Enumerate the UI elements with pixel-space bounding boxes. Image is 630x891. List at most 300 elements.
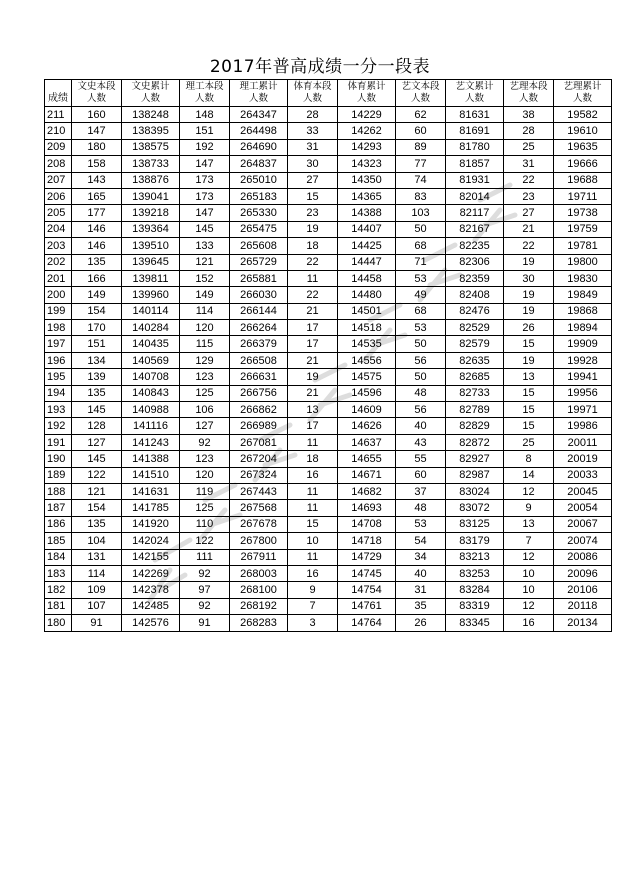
count-cell: 53 (396, 516, 446, 532)
table-row (45, 205, 612, 221)
header-label: 人数 (140, 93, 160, 104)
header-cell (72, 80, 122, 107)
count-cell: 14761 (338, 598, 396, 614)
count-cell: 139960 (122, 287, 180, 303)
score-cell: 199 (45, 303, 72, 319)
count-cell: 60 (396, 467, 446, 483)
count-cell: 15 (504, 402, 554, 418)
count-cell: 16 (288, 467, 338, 483)
score-cell: 195 (45, 369, 72, 385)
table-row (45, 270, 612, 286)
count-cell: 109 (72, 582, 122, 598)
table-row (45, 565, 612, 581)
count-cell: 18 (288, 451, 338, 467)
score-cell: 200 (45, 287, 72, 303)
count-cell: 142485 (122, 598, 180, 614)
count-cell: 266030 (230, 287, 288, 303)
count-cell: 265330 (230, 205, 288, 221)
count-cell: 147 (180, 205, 230, 221)
count-cell: 139510 (122, 238, 180, 254)
count-cell: 81857 (446, 156, 504, 172)
score-cell: 197 (45, 336, 72, 352)
count-cell: 14708 (338, 516, 396, 532)
count-cell: 19 (504, 303, 554, 319)
header-label: 人数 (464, 93, 484, 104)
count-cell: 34 (396, 549, 446, 565)
table-row (45, 500, 612, 516)
header-label: 文史本段 (77, 81, 116, 92)
table-row (45, 172, 612, 188)
header-label: 文史累计 (131, 81, 170, 92)
count-cell: 20086 (554, 549, 612, 565)
table-row (45, 516, 612, 532)
count-cell: 14596 (338, 385, 396, 401)
count-cell: 13 (504, 516, 554, 532)
count-cell: 268003 (230, 565, 288, 581)
score-cell: 201 (45, 270, 72, 286)
count-cell: 145 (180, 221, 230, 237)
count-cell: 266756 (230, 385, 288, 401)
header-cell (288, 80, 338, 107)
count-cell: 265608 (230, 238, 288, 254)
score-cell: 193 (45, 402, 72, 418)
count-cell: 139364 (122, 221, 180, 237)
count-cell: 71 (396, 254, 446, 270)
count-cell: 43 (396, 434, 446, 450)
count-cell: 166 (72, 270, 122, 286)
count-cell: 20033 (554, 467, 612, 483)
count-cell: 14745 (338, 565, 396, 581)
count-cell: 18 (288, 238, 338, 254)
count-cell: 147 (72, 123, 122, 139)
count-cell: 7 (504, 533, 554, 549)
count-cell: 10 (504, 565, 554, 581)
table-row (45, 254, 612, 270)
count-cell: 17 (288, 418, 338, 434)
count-cell: 14388 (338, 205, 396, 221)
count-cell: 19830 (554, 270, 612, 286)
table-row (45, 582, 612, 598)
count-cell: 21 (288, 303, 338, 319)
count-cell: 264837 (230, 156, 288, 172)
count-cell: 14365 (338, 188, 396, 204)
count-cell: 11 (288, 434, 338, 450)
count-cell: 83345 (446, 615, 504, 631)
table-row (45, 156, 612, 172)
count-cell: 82635 (446, 352, 504, 368)
count-cell: 15 (504, 418, 554, 434)
score-cell: 206 (45, 188, 72, 204)
count-cell: 15 (288, 516, 338, 532)
count-cell: 8 (504, 451, 554, 467)
count-cell: 265881 (230, 270, 288, 286)
count-cell: 141631 (122, 483, 180, 499)
count-cell: 154 (72, 500, 122, 516)
count-cell: 140569 (122, 352, 180, 368)
count-cell: 14729 (338, 549, 396, 565)
count-cell: 135 (72, 516, 122, 532)
count-cell: 142269 (122, 565, 180, 581)
count-cell: 53 (396, 270, 446, 286)
count-cell: 15 (288, 188, 338, 204)
count-cell: 19688 (554, 172, 612, 188)
count-cell: 83 (396, 188, 446, 204)
score-cell: 185 (45, 533, 72, 549)
count-cell: 134 (72, 352, 122, 368)
header-label: 人数 (518, 93, 538, 104)
table-body (45, 107, 612, 632)
count-cell: 11 (288, 549, 338, 565)
count-cell: 14447 (338, 254, 396, 270)
count-cell: 91 (180, 615, 230, 631)
count-cell: 140435 (122, 336, 180, 352)
count-cell: 37 (396, 483, 446, 499)
score-cell: 196 (45, 352, 72, 368)
count-cell: 74 (396, 172, 446, 188)
count-cell: 9 (504, 500, 554, 516)
count-cell: 54 (396, 533, 446, 549)
score-table (44, 79, 612, 632)
count-cell: 14637 (338, 434, 396, 450)
score-cell: 202 (45, 254, 72, 270)
count-cell: 20045 (554, 483, 612, 499)
count-cell: 20096 (554, 565, 612, 581)
score-cell: 191 (45, 434, 72, 450)
score-cell: 188 (45, 483, 72, 499)
table-row (45, 467, 612, 483)
count-cell: 17 (288, 336, 338, 352)
count-cell: 21 (288, 352, 338, 368)
count-cell: 60 (396, 123, 446, 139)
table-row (45, 598, 612, 614)
count-cell: 128 (72, 418, 122, 434)
count-cell: 28 (504, 123, 554, 139)
count-cell: 20011 (554, 434, 612, 450)
count-cell: 267911 (230, 549, 288, 565)
count-cell: 125 (180, 385, 230, 401)
count-cell: 267443 (230, 483, 288, 499)
count-cell: 131 (72, 549, 122, 565)
count-cell: 31 (288, 139, 338, 155)
score-cell: 187 (45, 500, 72, 516)
count-cell: 141920 (122, 516, 180, 532)
count-cell: 135 (72, 385, 122, 401)
count-cell: 14458 (338, 270, 396, 286)
count-cell: 83319 (446, 598, 504, 614)
score-cell: 211 (45, 107, 72, 123)
table-row (45, 221, 612, 237)
count-cell: 149 (72, 287, 122, 303)
score-cell: 182 (45, 582, 72, 598)
score-cell: 198 (45, 320, 72, 336)
count-cell: 20067 (554, 516, 612, 532)
count-cell: 146 (72, 238, 122, 254)
count-cell: 138876 (122, 172, 180, 188)
count-cell: 267678 (230, 516, 288, 532)
score-cell: 192 (45, 418, 72, 434)
score-cell: 183 (45, 565, 72, 581)
count-cell: 114 (180, 303, 230, 319)
count-cell: 55 (396, 451, 446, 467)
count-cell: 19738 (554, 205, 612, 221)
score-cell: 189 (45, 467, 72, 483)
count-cell: 139811 (122, 270, 180, 286)
count-cell: 3 (288, 615, 338, 631)
count-cell: 83213 (446, 549, 504, 565)
count-cell: 267568 (230, 500, 288, 516)
count-cell: 30 (288, 156, 338, 172)
count-cell: 19941 (554, 369, 612, 385)
count-cell: 77 (396, 156, 446, 172)
count-cell: 48 (396, 500, 446, 516)
count-cell: 14575 (338, 369, 396, 385)
count-cell: 266508 (230, 352, 288, 368)
count-cell: 30 (504, 270, 554, 286)
count-cell: 19 (288, 221, 338, 237)
header-cell (122, 80, 180, 107)
header-cell (396, 80, 446, 107)
count-cell: 14671 (338, 467, 396, 483)
table-row (45, 369, 612, 385)
count-cell: 111 (180, 549, 230, 565)
count-cell: 141785 (122, 500, 180, 516)
header-label: 理工本段 (185, 81, 224, 92)
count-cell: 14626 (338, 418, 396, 434)
count-cell: 14682 (338, 483, 396, 499)
count-cell: 12 (504, 549, 554, 565)
count-cell: 19956 (554, 385, 612, 401)
count-cell: 13 (288, 402, 338, 418)
table-row (45, 434, 612, 450)
count-cell: 123 (180, 369, 230, 385)
count-cell: 14718 (338, 533, 396, 549)
count-cell: 21 (504, 221, 554, 237)
count-cell: 19711 (554, 188, 612, 204)
header-row (45, 80, 612, 107)
count-cell: 83125 (446, 516, 504, 532)
count-cell: 82685 (446, 369, 504, 385)
count-cell: 25 (504, 139, 554, 155)
count-cell: 12 (504, 483, 554, 499)
count-cell: 106 (180, 402, 230, 418)
count-cell: 268192 (230, 598, 288, 614)
header-label: 体育累计 (347, 81, 386, 92)
count-cell: 154 (72, 303, 122, 319)
count-cell: 266862 (230, 402, 288, 418)
count-cell: 19971 (554, 402, 612, 418)
count-cell: 14425 (338, 238, 396, 254)
header-label: 人数 (356, 93, 376, 104)
count-cell: 26 (504, 320, 554, 336)
count-cell: 15 (504, 336, 554, 352)
count-cell: 40 (396, 418, 446, 434)
table-row (45, 238, 612, 254)
header-cell (504, 80, 554, 107)
count-cell: 127 (180, 418, 230, 434)
count-cell: 121 (72, 483, 122, 499)
count-cell: 15 (504, 385, 554, 401)
count-cell: 264498 (230, 123, 288, 139)
header-cell (446, 80, 504, 107)
header-cell (180, 80, 230, 107)
header-label: 艺理本段 (509, 81, 548, 92)
count-cell: 82829 (446, 418, 504, 434)
count-cell: 81931 (446, 172, 504, 188)
count-cell: 49 (396, 287, 446, 303)
count-cell: 140843 (122, 385, 180, 401)
count-cell: 19635 (554, 139, 612, 155)
header-label: 人数 (410, 93, 430, 104)
count-cell: 50 (396, 369, 446, 385)
count-cell: 141116 (122, 418, 180, 434)
count-cell: 81780 (446, 139, 504, 155)
count-cell: 26 (396, 615, 446, 631)
count-cell: 140114 (122, 303, 180, 319)
header-label: 人数 (194, 93, 214, 104)
header-label: 体育本段 (293, 81, 332, 92)
count-cell: 264347 (230, 107, 288, 123)
count-cell: 14293 (338, 139, 396, 155)
count-cell: 83284 (446, 582, 504, 598)
count-cell: 83024 (446, 483, 504, 499)
count-cell: 40 (396, 565, 446, 581)
count-cell: 148 (180, 107, 230, 123)
count-cell: 12 (504, 598, 554, 614)
table-row (45, 615, 612, 631)
count-cell: 92 (180, 565, 230, 581)
count-cell: 83253 (446, 565, 504, 581)
count-cell: 83072 (446, 500, 504, 516)
count-cell: 48 (396, 385, 446, 401)
count-cell: 103 (396, 205, 446, 221)
count-cell: 147 (180, 156, 230, 172)
count-cell: 11 (288, 500, 338, 516)
count-cell: 92 (180, 598, 230, 614)
count-cell: 82117 (446, 205, 504, 221)
count-cell: 20134 (554, 615, 612, 631)
count-cell: 56 (396, 402, 446, 418)
count-cell: 120 (180, 467, 230, 483)
count-cell: 22 (288, 254, 338, 270)
count-cell: 180 (72, 139, 122, 155)
score-cell: 186 (45, 516, 72, 532)
count-cell: 19 (504, 287, 554, 303)
count-cell: 81691 (446, 123, 504, 139)
score-cell: 210 (45, 123, 72, 139)
header-label: 人数 (86, 93, 106, 104)
count-cell: 177 (72, 205, 122, 221)
count-cell: 53 (396, 320, 446, 336)
count-cell: 151 (72, 336, 122, 352)
count-cell: 23 (504, 188, 554, 204)
count-cell: 141243 (122, 434, 180, 450)
count-cell: 22 (504, 172, 554, 188)
count-cell: 14480 (338, 287, 396, 303)
count-cell: 142378 (122, 582, 180, 598)
count-cell: 267800 (230, 533, 288, 549)
table-row (45, 483, 612, 499)
count-cell: 145 (72, 451, 122, 467)
count-cell: 135 (72, 254, 122, 270)
count-cell: 139218 (122, 205, 180, 221)
count-cell: 19 (504, 254, 554, 270)
header-label: 艺文本段 (401, 81, 440, 92)
score-cell: 205 (45, 205, 72, 221)
table-row (45, 320, 612, 336)
count-cell: 31 (504, 156, 554, 172)
count-cell: 82987 (446, 467, 504, 483)
count-cell: 138733 (122, 156, 180, 172)
count-cell: 107 (72, 598, 122, 614)
count-cell: 122 (180, 533, 230, 549)
count-cell: 19 (504, 352, 554, 368)
count-cell: 141388 (122, 451, 180, 467)
count-cell: 20106 (554, 582, 612, 598)
count-cell: 82872 (446, 434, 504, 450)
table-row (45, 385, 612, 401)
count-cell: 14323 (338, 156, 396, 172)
count-cell: 19800 (554, 254, 612, 270)
table-row (45, 123, 612, 139)
count-cell: 19781 (554, 238, 612, 254)
table-row (45, 402, 612, 418)
header-label: 艺理累计 (563, 81, 602, 92)
count-cell: 139 (72, 369, 122, 385)
count-cell: 21 (288, 385, 338, 401)
count-cell: 268283 (230, 615, 288, 631)
count-cell: 14350 (338, 172, 396, 188)
count-cell: 122 (72, 467, 122, 483)
count-cell: 265010 (230, 172, 288, 188)
count-cell: 265729 (230, 254, 288, 270)
score-cell: 181 (45, 598, 72, 614)
table-row (45, 418, 612, 434)
count-cell: 141510 (122, 467, 180, 483)
count-cell: 192 (180, 139, 230, 155)
count-cell: 10 (504, 582, 554, 598)
count-cell: 14501 (338, 303, 396, 319)
count-cell: 149 (180, 287, 230, 303)
count-cell: 10 (288, 533, 338, 549)
count-cell: 266989 (230, 418, 288, 434)
table-row (45, 549, 612, 565)
count-cell: 267324 (230, 467, 288, 483)
count-cell: 266144 (230, 303, 288, 319)
count-cell: 142024 (122, 533, 180, 549)
count-cell: 19610 (554, 123, 612, 139)
count-cell: 14556 (338, 352, 396, 368)
count-cell: 14655 (338, 451, 396, 467)
count-cell: 160 (72, 107, 122, 123)
count-cell: 82167 (446, 221, 504, 237)
count-cell: 62 (396, 107, 446, 123)
count-cell: 20074 (554, 533, 612, 549)
score-cell: 180 (45, 615, 72, 631)
count-cell: 266631 (230, 369, 288, 385)
count-cell: 267204 (230, 451, 288, 467)
header-cell (230, 80, 288, 107)
count-cell: 170 (72, 320, 122, 336)
count-cell: 17 (288, 320, 338, 336)
count-cell: 139041 (122, 188, 180, 204)
count-cell: 19868 (554, 303, 612, 319)
count-cell: 140988 (122, 402, 180, 418)
count-cell: 11 (288, 483, 338, 499)
count-cell: 142576 (122, 615, 180, 631)
count-cell: 14693 (338, 500, 396, 516)
table-row (45, 303, 612, 319)
count-cell: 173 (180, 188, 230, 204)
